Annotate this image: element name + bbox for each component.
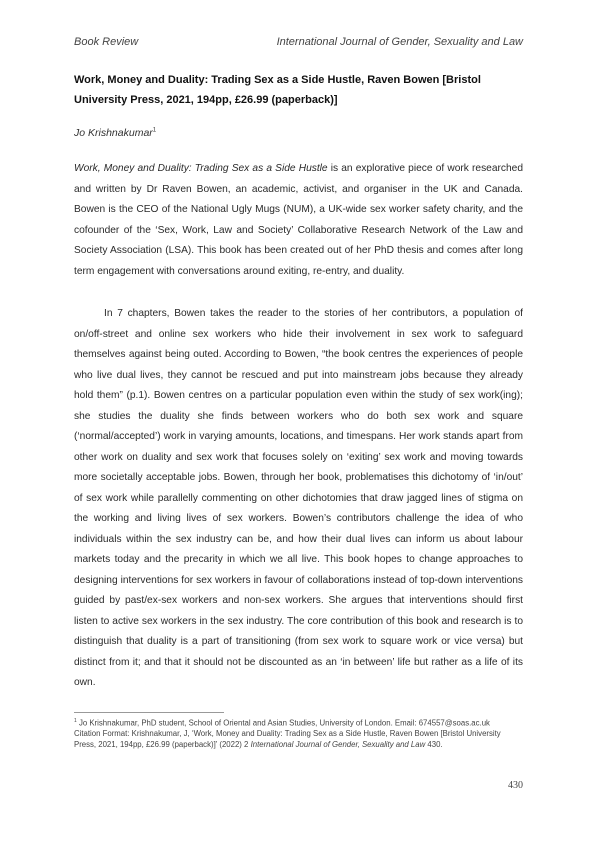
citation-journal: International Journal of Gender, Sexuality and Law — [250, 739, 426, 749]
header-journal-name: International Journal of Gender, Sexuality and Law — [276, 36, 523, 48]
paragraph-1 — [74, 159, 523, 282]
footnote-author-info: Jo Krishnakumar, PhD student, School of Oriental and Asian Studies, University of London. Email: 674557@soas.ac.uk — [76, 718, 490, 728]
citation-page: 430. — [425, 739, 443, 749]
running-header — [74, 36, 523, 48]
footnote-divider — [74, 712, 224, 713]
footnote-1 — [74, 716, 523, 729]
review-title: Work, Money and Duality: Trading Sex as a Side Hustle, Raven Bowen [Bristol University Press, 2021, 194pp, £26.99 (paperback)] — [74, 74, 481, 106]
author-footnote-mark[interactable]: 1 — [152, 127, 157, 134]
footnote-mark: 1 — [74, 718, 77, 724]
citation-text: Citation Format: Krishnakumar, J, ‘Work, Money and Duality: Trading Sex as a Side Hustle, Raven Bowen [Bristol University Press, 2021, 194pp, £26.99 (paperback)]’ (2022) 2 — [74, 729, 501, 749]
paragraph-2: In 7 chapters, Bowen takes the reader to the stories of her contributors, a population of on/off-street and online sex workers who hide their involvement in sex work to safeguard themselves against being outed. According to Bowen, “the book centres the experiences of people who live dual lives, they cannot be rescued and put into mainstream jobs because they already hold them” (p.1). Bowen centres on a particular population even within the study of sex work(ing); she studies the duality she finds between workers who do both sex work and square (‘normal/accepted’) work in varying amounts, locations, and timespans. Her work stands apart from other work on duality and sex work that focuses solely on ‘exiting’ sex work and moving towards more societally acceptable jobs. Bowen, through her book, problematises this dichotomy of ‘in/out’ of sex work while parallelly commenting on other dichotomies that draw jagged lines of stigma on the working and living lives of sex workers. Bowen’s contributors challenge the idea of who individuals within the sex industry can be, and how their dual lives can inform us about labour markets today and the precarity in which we all live. This book hopes to change approaches to designing interventions for sex workers in favour of collaborations instead of top-down interventions guided by past/ex-sex workers and non-sex workers. She argues that interventions should first listen to active sex workers in the sex industry. The core contribution of this book and research is to distinguish that duality is a part of transitioning (from sex work to square work or vice versa) but distinct from it; and that it should not be discounted as an ‘in between’ life but rather as a life of its own. — [74, 308, 523, 688]
paragraph-1-text: is an explorative piece of work researched and written by Dr Raven Bowen, an academic, activist, and organiser in the UK and Canada. Bowen is the CEO of the National Ugly Mugs (NUM), a UK-wide sex worker safety charity, and the cofounder of the ‘Sex, Work, Law and Society’ Collaborative Research Network of the Law and Society Association (LSA). This book has been created out of her PhD thesis and comes after long term engagement with conversations around exiting, re-entry, and duality. — [74, 163, 523, 277]
page-number: 430 — [508, 780, 523, 791]
book-title-italic: Work, Money and Duality: Trading Sex as a Side Hustle — [74, 163, 328, 174]
author-line — [74, 127, 156, 139]
footnote-block — [74, 716, 523, 750]
header-section-label: Book Review — [74, 36, 139, 48]
citation-format — [74, 729, 523, 750]
article-body — [74, 159, 523, 694]
author-name: Jo Krishnakumar — [74, 127, 153, 139]
